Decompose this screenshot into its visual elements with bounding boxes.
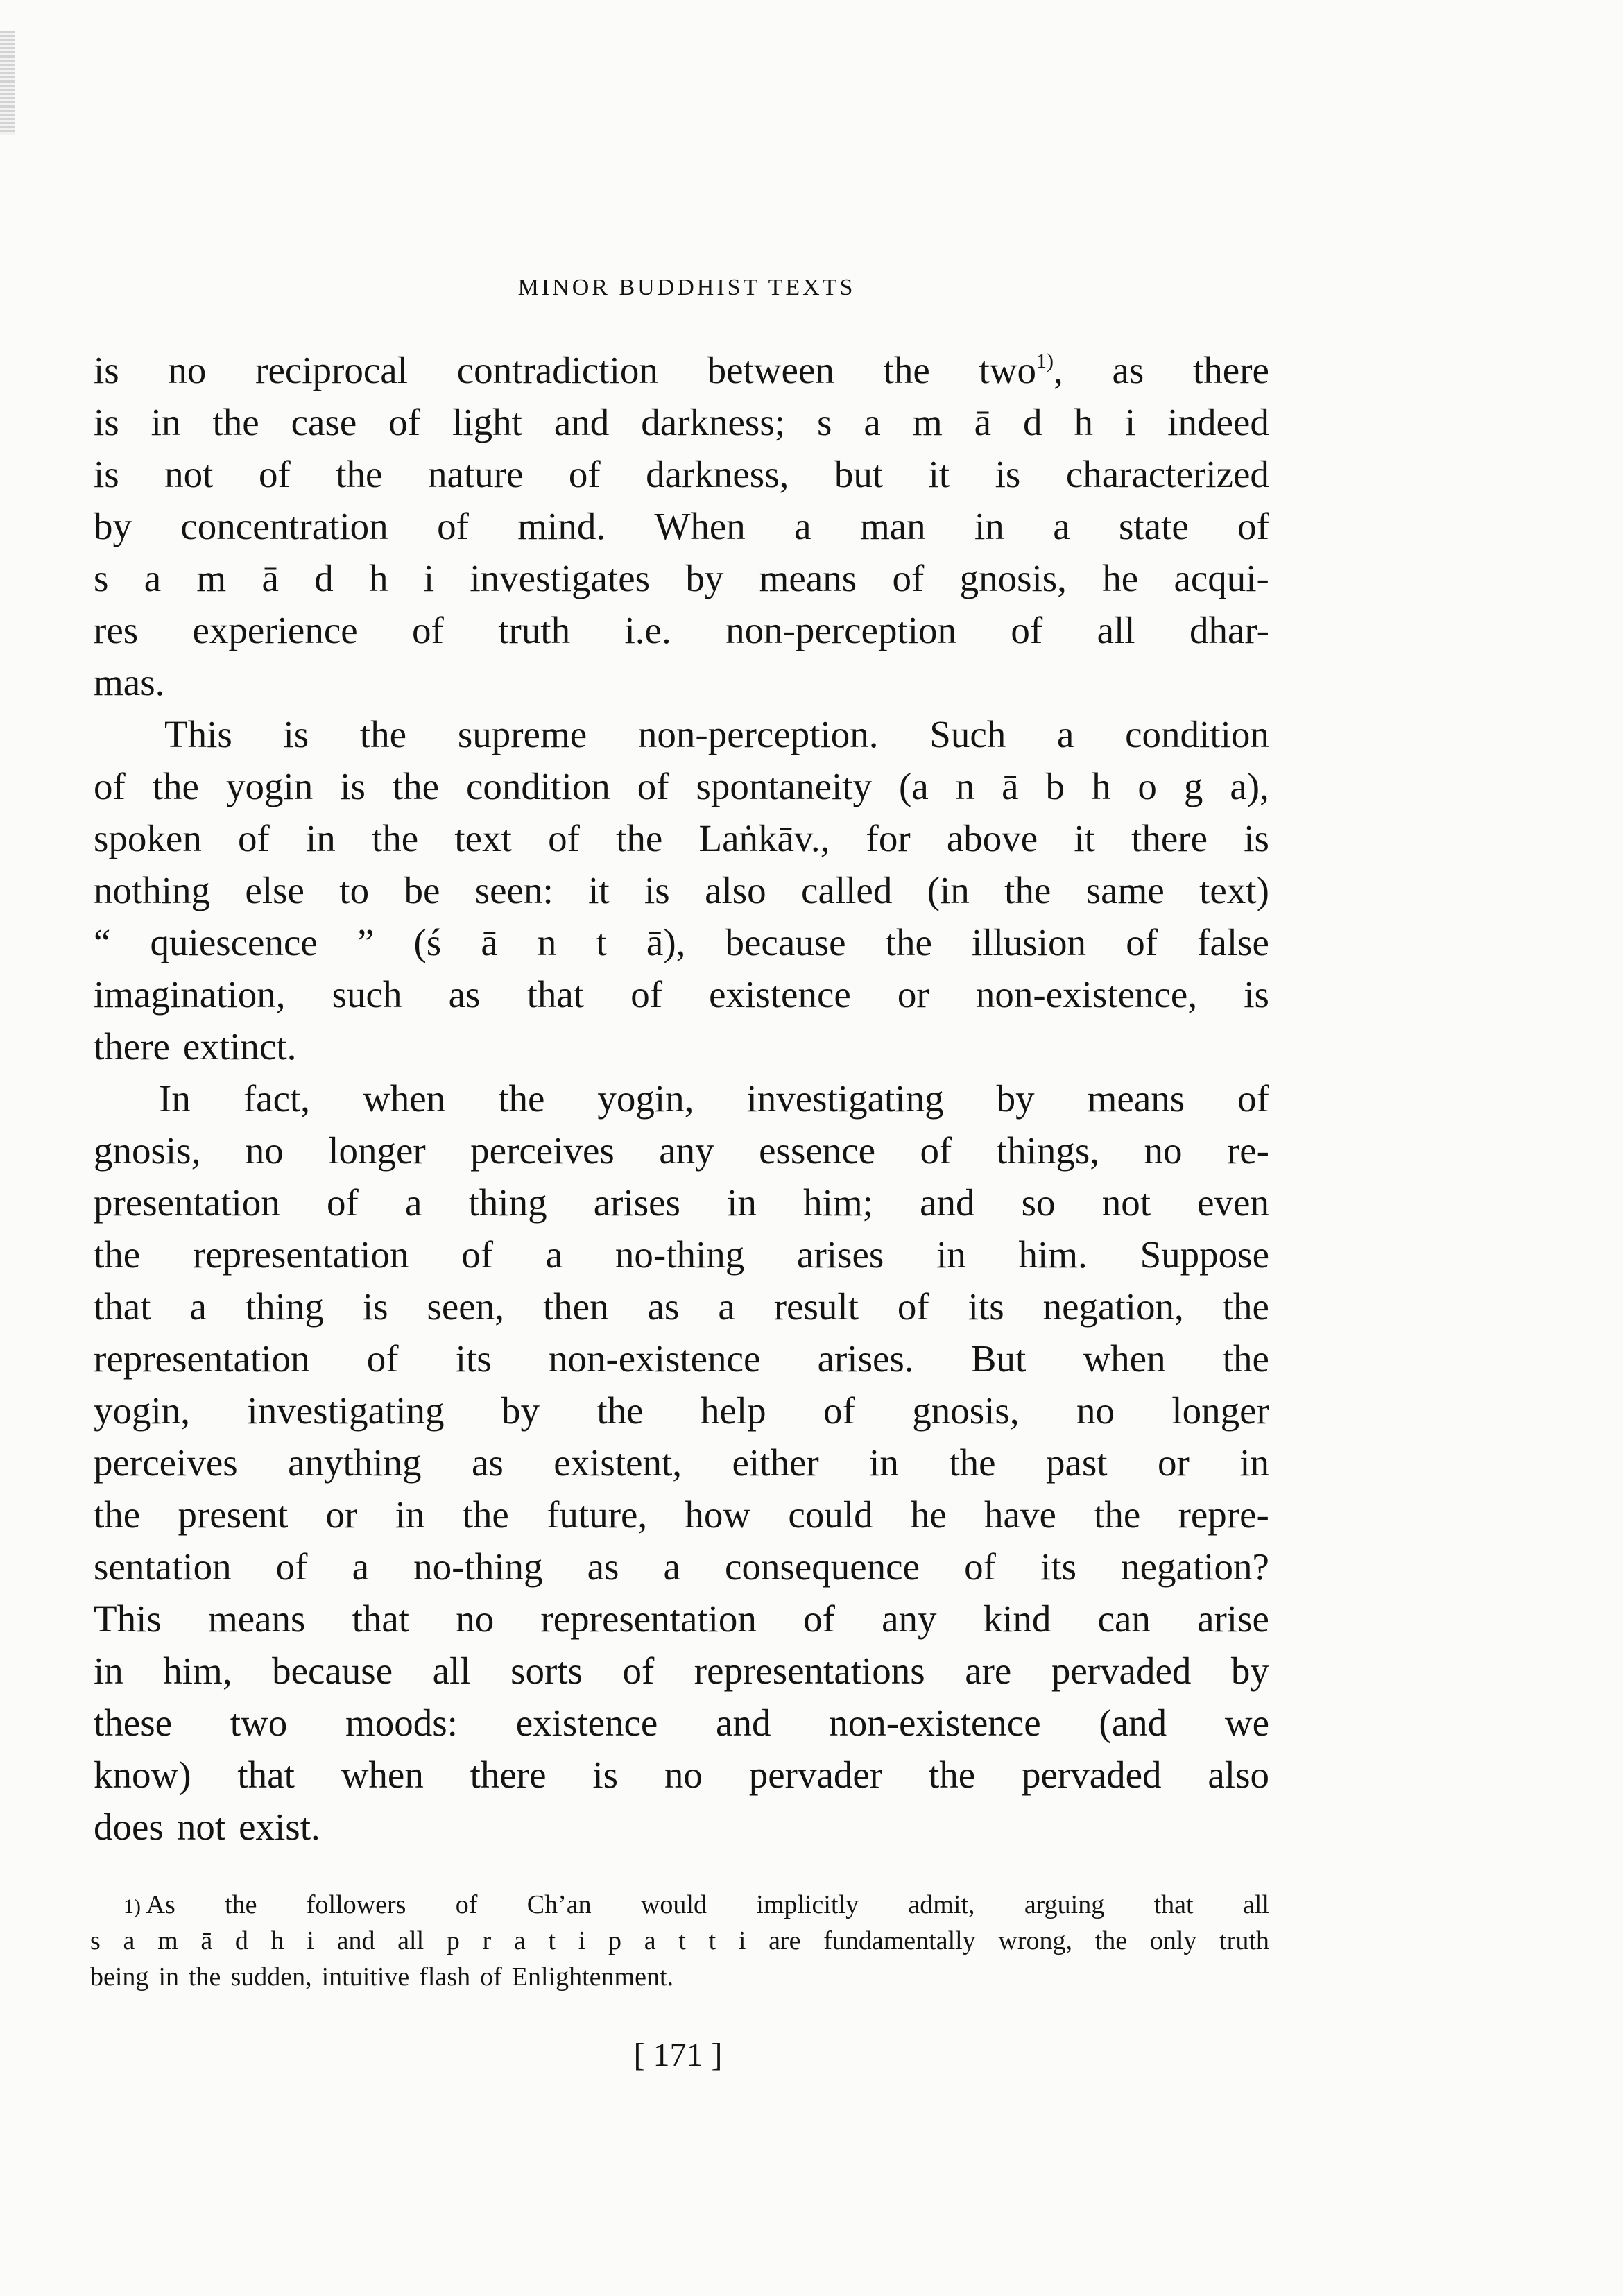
text-line: s a m ā d h i investigates by means of gnosis, he acqui- — [94, 557, 1269, 599]
text-line: the present or in the future, how could he have the repre- — [94, 1493, 1269, 1536]
footnote-line: 1) As the followers of Ch’an would implicitly admit, arguing that all — [123, 1890, 1269, 1919]
text-line: in him, because all sorts of representations are pervaded by — [94, 1650, 1269, 1692]
text-line: perceives anything as existent, either in the past or in — [94, 1441, 1269, 1484]
text-line: In fact, when the yogin, investigating by means of — [159, 1077, 1269, 1120]
text-line: these two moods: existence and non-existence (and we — [94, 1702, 1269, 1744]
body-text — [94, 344, 1269, 1853]
text-line: This is the supreme non-perception. Such a condition — [164, 713, 1269, 755]
scan-edge-artifact — [0, 31, 15, 135]
text-line: imagination, such as that of existence or non-existence, is — [94, 973, 1269, 1016]
footnote — [90, 1887, 1269, 1995]
text-line: of the yogin is the condition of spontaneity (a n ā b h o g a), — [94, 765, 1269, 807]
text-line: representation of its non-existence arises. But when the — [94, 1337, 1269, 1380]
page-number: [ 171 ] — [633, 2037, 723, 2073]
footnote-line: being in the sudden, intuitive flash of Enlightenment. — [90, 1962, 674, 1991]
text-line: is no reciprocal contradiction between the two$^{1)}$, as there — [94, 349, 1269, 391]
text-line: gnosis, no longer perceives any essence of things, no re- — [94, 1129, 1269, 1172]
text-line: is in the case of light and darkness; s a m ā d h i indeed — [94, 401, 1269, 443]
text-line: yogin, investigating by the help of gnosis, no longer — [94, 1389, 1269, 1432]
footnote-reference: 1) — [1036, 350, 1054, 372]
text-line: “ quiescence ” (ś ā n t ā), because the illusion of false — [94, 921, 1269, 963]
text-line: nothing else to be seen: it is also called (in the same text) — [94, 869, 1269, 911]
footnote-marker: 1) — [123, 1895, 146, 1918]
text-line: the representation of a no-thing arises in him. Suppose — [94, 1233, 1269, 1276]
text-line: sentation of a no-thing as a consequence of its negation? — [94, 1545, 1269, 1588]
text-line: by concentration of mind. When a man in a state of — [94, 505, 1269, 547]
text-line: does not exist. — [94, 1806, 320, 1848]
running-head: MINOR BUDDHIST TEXTS — [517, 275, 856, 300]
text-line: This means that no representation of any kind can arise — [94, 1597, 1269, 1640]
text-line: that a thing is seen, then as a result of its negation, the — [94, 1285, 1269, 1328]
text-line: spoken of in the text of the Laṅkāv., for above it there is — [94, 817, 1269, 859]
text-line: res experience of truth i.e. non-perception of all dhar- — [94, 609, 1269, 651]
text-line: is not of the nature of darkness, but it is characterized — [94, 453, 1269, 495]
text-line: there extinct. — [94, 1025, 297, 1068]
footnote-line: s a m ā d h i and all p r a t i p a t t i are fundamentally wrong, the only truth — [90, 1926, 1269, 1955]
text-line: presentation of a thing arises in him; and so not even — [94, 1181, 1269, 1224]
text-line: mas. — [94, 661, 165, 703]
text-line: know) that when there is no pervader the pervaded also — [94, 1754, 1269, 1796]
